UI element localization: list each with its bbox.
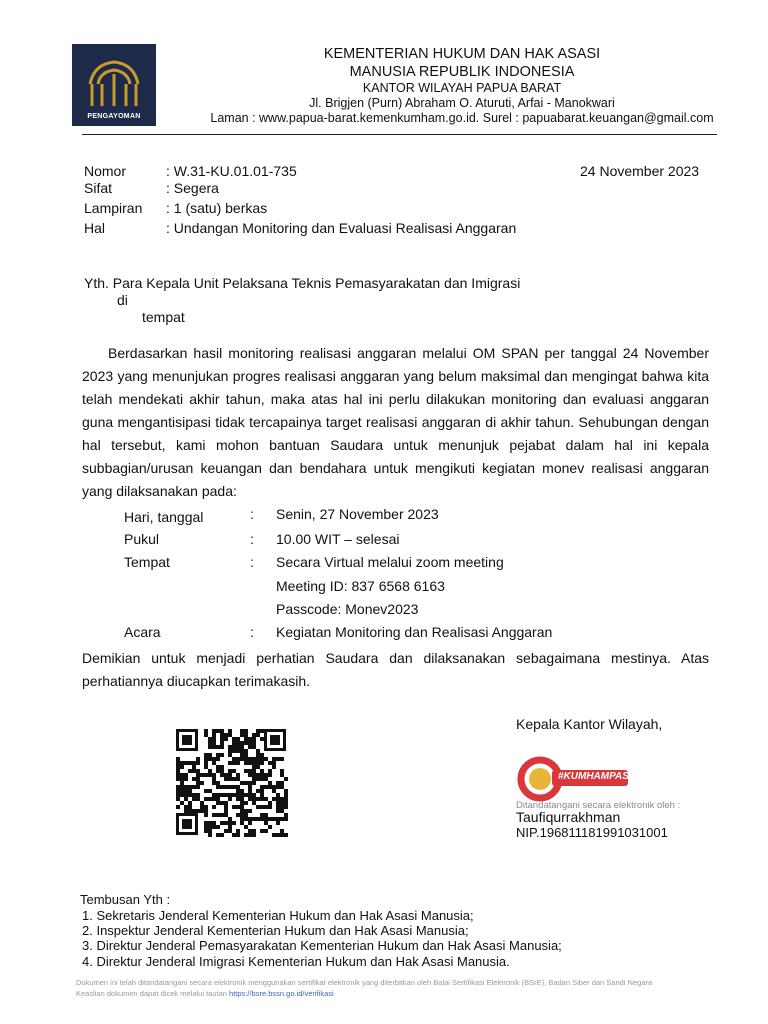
event-meeting-id: Meeting ID: 837 6568 6163 xyxy=(276,578,445,594)
nomor-label: Nomor xyxy=(84,163,127,179)
cc-item: 4. Direktur Jenderal Imigrasi Kementerian Hukum dan Hak Asasi Manusia. xyxy=(82,954,510,969)
event-agenda-label: Acara xyxy=(124,624,161,640)
event-passcode: Passcode: Monev2023 xyxy=(276,601,419,617)
sifat-label: Sifat xyxy=(84,180,113,196)
kumham-pasti-badge xyxy=(516,756,636,802)
signature-title: Kepala Kantor Wilayah, xyxy=(516,716,663,732)
event-agenda-colon: : xyxy=(250,624,254,640)
cc-heading: Tembusan Yth : xyxy=(80,892,171,907)
header-address: Jl. Brigjen (Purn) Abraham O. Aturuti, Arfai - Manokwari xyxy=(309,96,615,110)
header-ministry-line2: MANUSIA REPUBLIK INDONESIA xyxy=(349,64,575,80)
event-day-value: Senin, 27 November 2023 xyxy=(276,506,439,522)
event-agenda-value: Kegiatan Monitoring dan Realisasi Anggaran xyxy=(276,624,553,640)
body-line: yang dilaksanakan pada: xyxy=(82,483,237,499)
closing-paragraph xyxy=(82,647,709,693)
closing-line: perhatiannya diucapkan terimakasih. xyxy=(82,673,311,689)
addressee-di: di xyxy=(117,292,128,308)
event-time-value: 10.00 WIT – selesai xyxy=(276,531,400,547)
nomor-value: : W.31-KU.01.01-735 xyxy=(166,163,297,179)
header-ministry-line1: KEMENTERIAN HUKUM DAN HAK ASASI xyxy=(323,46,601,62)
lampiran-label: Lampiran xyxy=(84,200,143,216)
signer-name: Taufiqurrakhman xyxy=(516,809,621,825)
hal-value: : Undangan Monitoring dan Evaluasi Realisasi Anggaran xyxy=(166,220,517,236)
ministry-logo xyxy=(72,44,156,126)
lampiran-value: : 1 (satu) berkas xyxy=(166,200,268,216)
event-place-colon: : xyxy=(250,554,254,570)
sifat-value: : Segera xyxy=(166,180,219,196)
body-paragraph xyxy=(82,342,709,503)
addressee-tempat: tempat xyxy=(142,309,185,325)
cc-item: 1. Sekretaris Jenderal Kementerian Hukum dan Hak Asasi Manusia; xyxy=(82,908,474,923)
closing-line: Demikian untuk menjadi perhatian Saudara dan dilaksanakan sebagaimana mestinya. Atas xyxy=(82,650,709,666)
body-line: 2023 yang menunjukan progres realisasi anggaran yang belum maksimal dan mengingat bahwa kita xyxy=(82,368,709,384)
event-time-colon: : xyxy=(250,531,254,547)
badge-text: #KUMHAMPASTI xyxy=(558,771,638,782)
header-contact: Laman : www.papua-barat.kemenkumham.go.id. Surel : papuabarat.keuangan@gmail.com xyxy=(210,111,714,125)
verify-link[interactable]: https://bsre.bssn.go.id/verifikasi xyxy=(229,989,334,998)
signed-note: Ditandatangani secara elektronik oleh : xyxy=(516,800,681,811)
logo-caption: PENGAYOMAN xyxy=(87,113,141,120)
body-line: hal tersebut, kami mohon bantuan Saudara untuk menunjuk pejabat dalam hal ini kepala xyxy=(82,437,709,453)
qr-code-icon xyxy=(174,727,288,837)
body-line: guna mengantisipasi tidak tercapainya target realisasi anggaran di akhir tahun. Sehubungan dengan xyxy=(82,414,709,430)
cc-item: 3. Direktur Jenderal Pemasyarakatan Kementerian Hukum dan Hak Asasi Manusia; xyxy=(82,938,562,953)
body-line: telah mendekati akhir tahun, maka atas hal ini perlu dilakukan monitoring dan evaluasi anggaran xyxy=(82,391,709,407)
letter-date: 24 November 2023 xyxy=(580,163,700,179)
hal-label: Hal xyxy=(84,220,106,236)
body-line: Berdasarkan hasil monitoring realisasi anggaran melalui OM SPAN per tanggal 24 November xyxy=(108,345,709,361)
footer-verify xyxy=(76,989,334,998)
header-office-name: KANTOR WILAYAH PAPUA BARAT xyxy=(362,81,562,95)
signer-nip: NIP.196811181991031001 xyxy=(516,825,668,840)
event-time-label: Pukul xyxy=(124,531,160,547)
event-place-value: Secara Virtual melalui zoom meeting xyxy=(276,554,504,570)
addressee-line: Yth. Para Kepala Unit Pelaksana Teknis Pemasyarakatan dan Imigrasi xyxy=(84,275,521,291)
body-line: subbagian/urusan keuangan dan bendahara untuk mengikuti kegiatan monev realisasi anggaran xyxy=(82,460,709,476)
header-divider xyxy=(82,134,717,135)
event-day-label: Hari, tanggal xyxy=(124,509,204,525)
event-place-label: Tempat xyxy=(124,554,170,570)
cc-item: 2. Inspektur Jenderal Kementerian Hukum dan Hak Asasi Manusia; xyxy=(82,923,469,938)
footer-verify-text: Keaslian dokumen dapat dicek melalui tautan xyxy=(76,989,227,998)
event-day-colon: : xyxy=(250,506,254,522)
footer-disclaimer: Dokumen ini telah ditandatangani secara elektronik menggunakan sertifikat elektronik yang diterbitkan oleh Balai Sertifikasi Elektronik (BSrE), Badan Siber dan Sandi Negara xyxy=(76,978,653,987)
